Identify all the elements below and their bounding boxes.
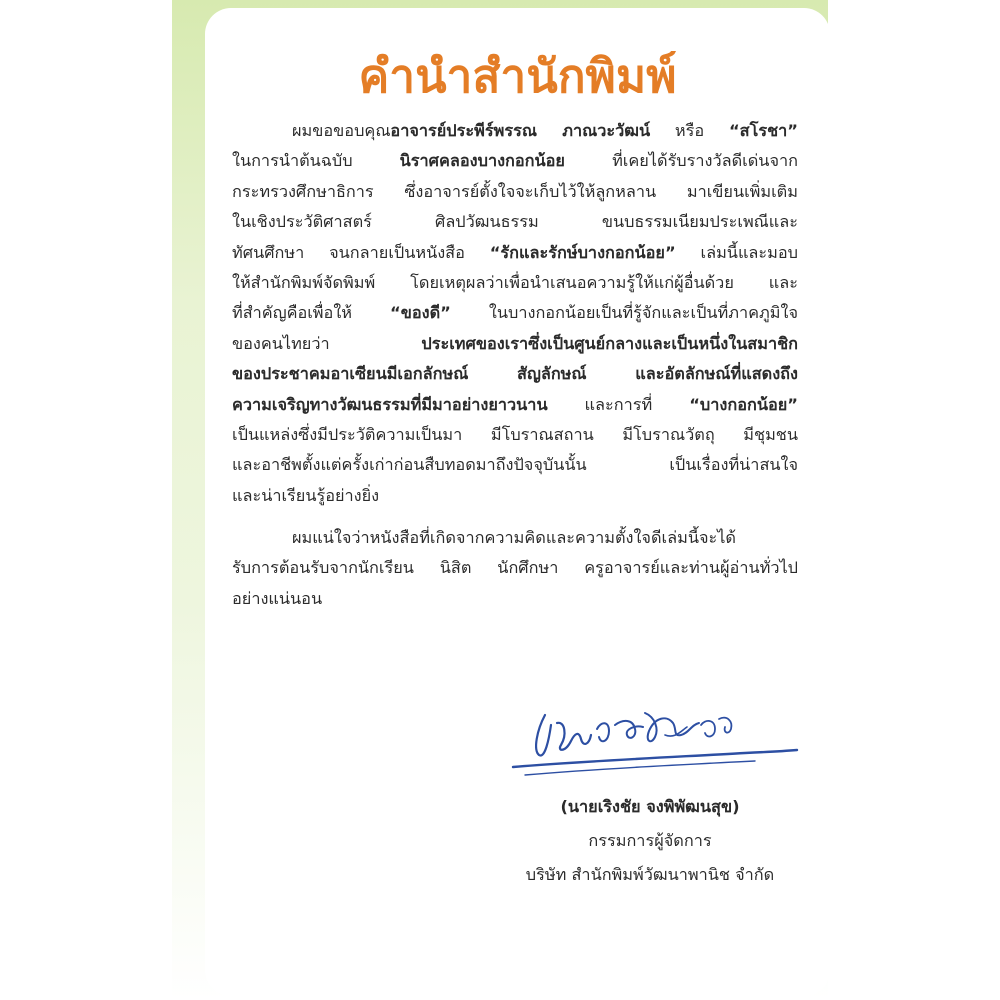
paragraph-1-line: ให้สำนักพิมพ์จัดพิมพ์ โดยเหตุผลว่าเพื่อนำเสนอความรู้ให้แก่ผู้อื่นด้วย และ	[232, 272, 798, 292]
paragraph-1-line: ที่สำคัญคือเพื่อให้ “ของดี” ในบางกอกน้อยเป็นที่รู้จักและเป็นที่ภาคภูมิใจ	[232, 303, 798, 323]
paragraph-1-line: ทัศนศึกษา จนกลายเป็นหนังสือ “รักและรักษ์บางกอกน้อย” เล่มนี้และมอบ	[232, 242, 798, 262]
company-name: บริษัท สำนักพิมพ์วัฒนาพานิช จำกัด	[525, 865, 775, 884]
paragraph-1-line: และอาชีพตั้งแต่ครั้งเก่าก่อนสืบทอดมาถึงปัจจุบันนั้น เป็นเรื่องที่น่าสนใจ	[232, 455, 798, 475]
paragraph-1-line: เป็นแหล่งซึ่งมีประวัติความเป็นมา มีโบราณสถาน มีโบราณวัตถุ มีชุมชน	[232, 424, 798, 444]
signer-name: (นายเริงชัย จงพิพัฒนสุข)	[560, 797, 740, 816]
paragraph-1-line: และน่าเรียนรู้อย่างยิ่ง	[232, 485, 380, 505]
paragraph-1-line: ในเชิงประวัติศาสตร์ ศิลปวัฒนธรรม ขนบธรรมเนียมประเพณีและ	[232, 212, 798, 232]
paragraph-1-line: กระทรวงศึกษาธิการ ซึ่งอาจารย์ตั้งใจจะเก็บไว้ให้ลูกหลาน มาเขียนเพิ่มเติม	[232, 181, 798, 201]
paragraph-1-line: ในการนำต้นฉบับ นิราศคลองบางกอกน้อย ที่เคยได้รับรางวัลดีเด่นจาก	[232, 151, 798, 171]
paragraph-2-line: รับการต้อนรับจากนักเรียน นิสิต นักศึกษา ครูอาจารย์และท่านผู้อ่านทั่วไป	[232, 558, 798, 578]
paragraph-1-line: ความเจริญทางวัฒนธรรมที่มีมาอย่างยาวนาน และการที่ “บางกอกน้อย”	[232, 394, 798, 414]
paragraph-1-line: ผมขอขอบคุณอาจารย์ประพีร์พรรณ ภาณวะวัฒน์ หรือ “สโรชา”	[292, 121, 799, 140]
signer-position: กรรมการผู้จัดการ	[588, 831, 712, 850]
page-title: คำนำสำนักพิมพ์	[358, 49, 677, 103]
signature-block	[440, 790, 860, 892]
paragraph-1-line: ของคนไทยว่า ประเทศของเราซึ่งเป็นศูนย์กลางและเป็นหนึ่งในสมาชิก	[232, 333, 798, 353]
body-text	[232, 116, 798, 614]
paragraph-2-line: ผมแน่ใจว่าหนังสือที่เกิดจากความคิดและความตั้งใจดีเล่มนี้จะได้	[292, 528, 736, 548]
paragraph-1-line: ของประชาคมอาเซียนมีเอกลักษณ์ สัญลักษณ์ และอัตลักษณ์ที่แสดงถึง	[232, 364, 798, 384]
paragraph-2-line: อย่างแน่นอน	[232, 588, 323, 608]
handwritten-signature	[505, 695, 805, 790]
